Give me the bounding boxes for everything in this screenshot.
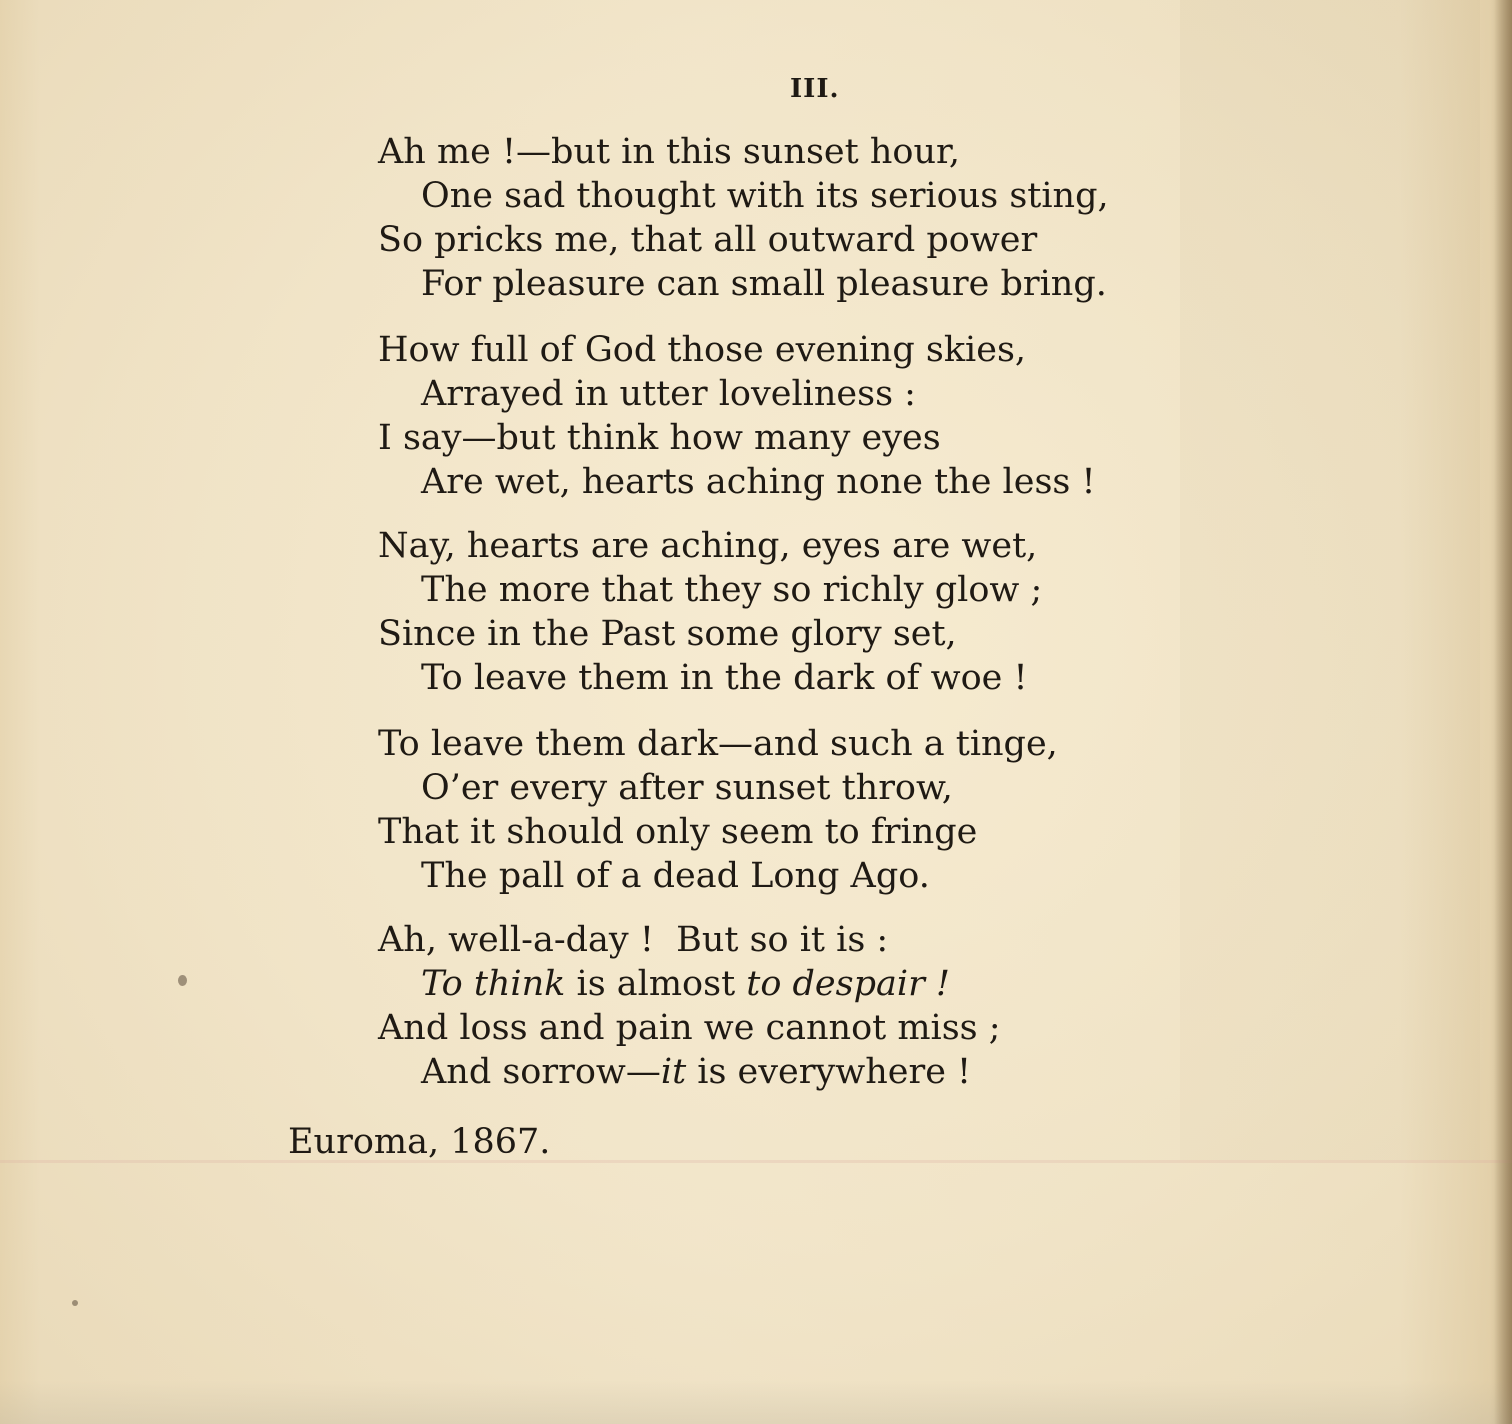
italic-text: it xyxy=(660,1052,687,1092)
poem-line xyxy=(378,130,1178,174)
poem-line xyxy=(378,460,1178,504)
poem-line xyxy=(378,568,1178,612)
line-text: I say—but think how many eyes xyxy=(378,418,941,458)
line-text: How full of God those evening skies, xyxy=(378,330,1027,370)
stanza xyxy=(378,524,1178,700)
poem-line xyxy=(378,1050,1178,1094)
stanza xyxy=(378,918,1178,1094)
line-text: Are wet, hearts aching none the less ! xyxy=(421,462,1096,502)
poem-line xyxy=(378,372,1178,416)
poem-line xyxy=(378,174,1178,218)
line-text: Ah, well-a-day ! But so it is : xyxy=(378,920,889,960)
page-bottom-shade xyxy=(0,1380,1512,1424)
ink-speck xyxy=(72,1300,78,1306)
ink-speck xyxy=(178,975,187,986)
poem-line xyxy=(378,854,1178,898)
line-text: That it should only seem to fringe xyxy=(378,812,978,852)
signoff-place-date: Euroma, 1867. xyxy=(288,1122,551,1162)
poem-line xyxy=(378,962,1178,1006)
poem-line xyxy=(378,524,1178,568)
italic-text: To think xyxy=(421,964,566,1004)
line-text: And loss and pain we cannot miss ; xyxy=(378,1008,1001,1048)
paper-stain-line xyxy=(0,1160,1512,1163)
line-text: So pricks me, that all outward power xyxy=(378,220,1038,260)
line-text: Nay, hearts are aching, eyes are wet, xyxy=(378,526,1038,566)
line-text: And sorrow— xyxy=(421,1052,661,1092)
poem-line xyxy=(378,218,1178,262)
stanza xyxy=(378,722,1178,898)
line-text: Ah me !—but in this sunset hour, xyxy=(378,132,960,172)
poem-line xyxy=(378,810,1178,854)
line-text: The pall of a dead Long Ago. xyxy=(421,856,930,896)
show-through-bleed xyxy=(1180,0,1480,1160)
poem-line xyxy=(378,722,1178,766)
poem-line xyxy=(378,416,1178,460)
line-text: For pleasure can small pleasure bring. xyxy=(421,264,1107,304)
line-text: To leave them dark—and such a tinge, xyxy=(378,724,1058,764)
line-text: To leave them in the dark of woe ! xyxy=(421,658,1028,698)
stanza xyxy=(378,130,1178,306)
line-text: The more that they so richly glow ; xyxy=(421,570,1043,610)
poem-line xyxy=(378,262,1178,306)
poem-line xyxy=(378,918,1178,962)
line-text: is everywhere ! xyxy=(686,1052,972,1092)
line-text: One sad thought with its serious sting, xyxy=(421,176,1109,216)
line-text: Since in the Past some glory set, xyxy=(378,614,957,654)
section-heading: III. xyxy=(790,74,840,104)
poem-line xyxy=(378,656,1178,700)
page-binding-edge xyxy=(1494,0,1512,1424)
line-text: Arrayed in utter loveliness : xyxy=(421,374,916,414)
italic-text: to despair ! xyxy=(746,964,950,1004)
line-text: O’er every after sunset throw, xyxy=(421,768,953,808)
stanza xyxy=(378,328,1178,504)
poem-line xyxy=(378,1006,1178,1050)
line-text: is almost xyxy=(565,964,747,1004)
poem-line xyxy=(378,328,1178,372)
poem-line xyxy=(378,766,1178,810)
poem-line xyxy=(378,612,1178,656)
